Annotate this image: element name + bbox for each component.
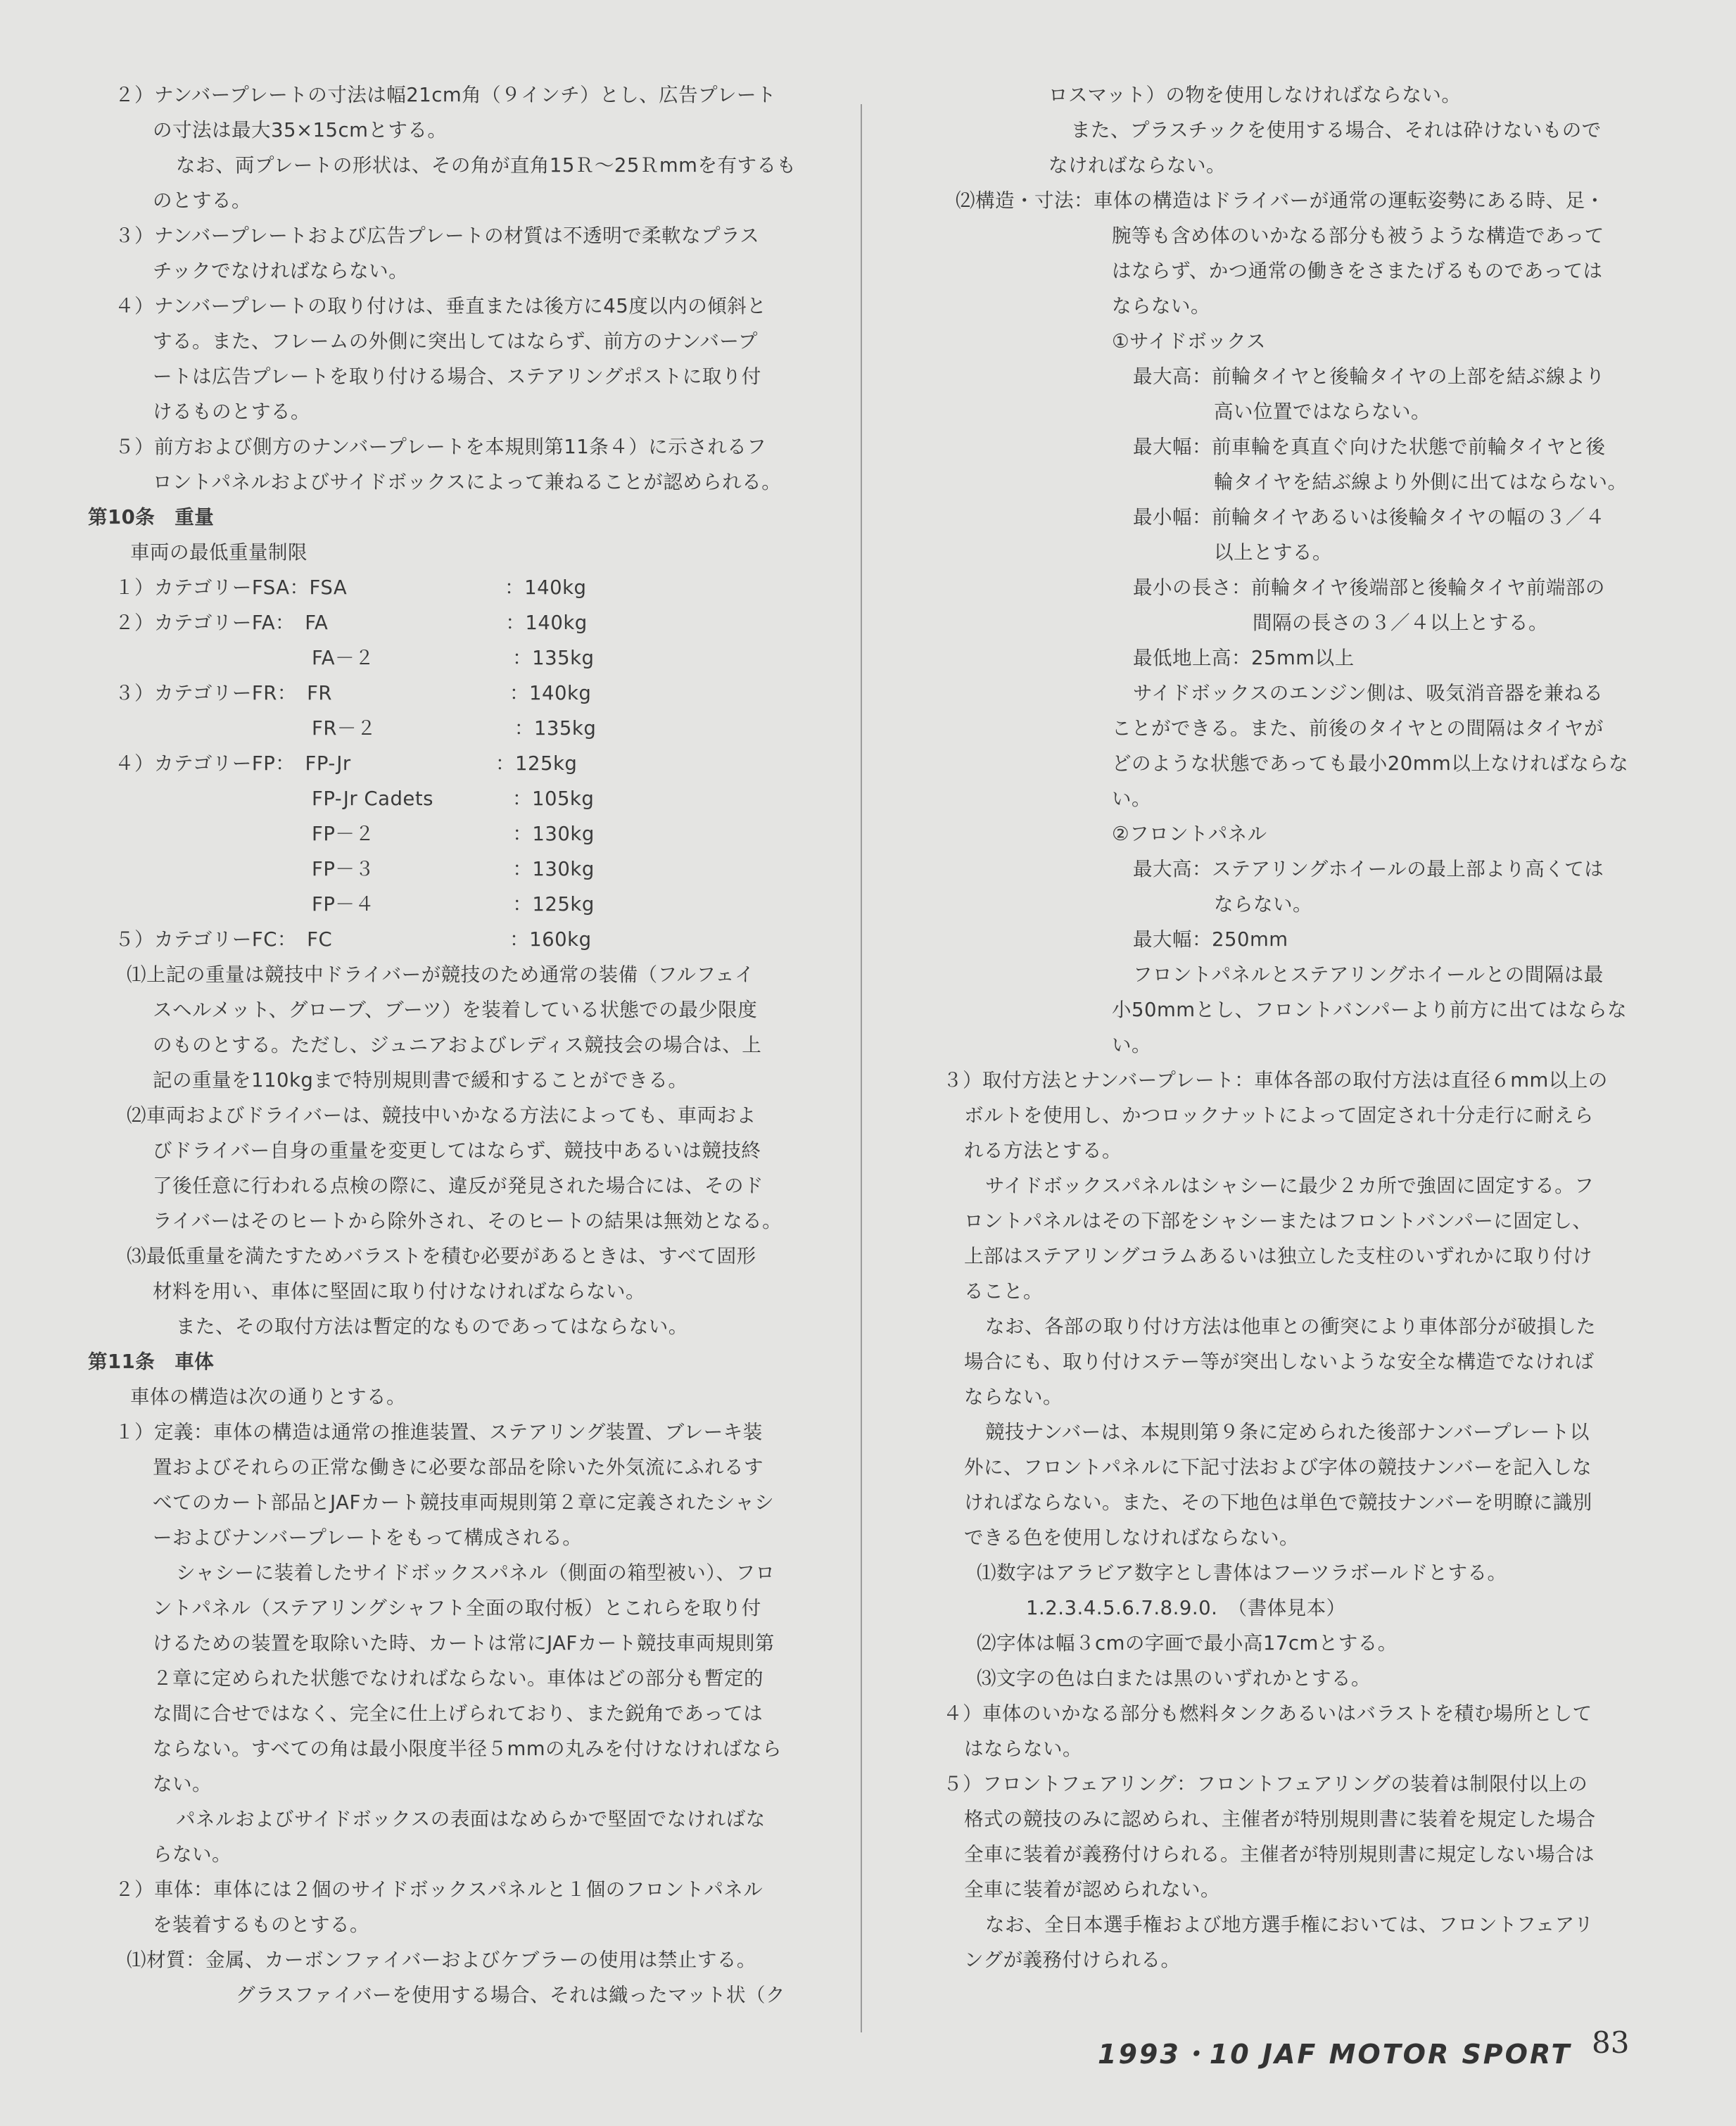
- text-line: らない。: [153, 1843, 232, 1866]
- text-line: ３）取付方法とナンバープレート：車体各部の取付方法は直径６mm以上の: [943, 1069, 1608, 1092]
- text-line: 最大幅：前車輪を真直ぐ向けた状態で前輪タイヤと後: [1133, 436, 1606, 458]
- text-line: ２）ナンバープレートの寸法は幅21cm角（９インチ）とし、広告プレート: [115, 84, 777, 106]
- text-line: ②フロントパネル: [1112, 823, 1267, 845]
- text-line: なお、各部の取り付け方法は他車との衝突により車体部分が破損した: [985, 1315, 1596, 1338]
- text-line: １）定義：車体の構造は通常の推進装置、ステアリング装置、ブレーキ装: [115, 1421, 763, 1443]
- text-line: サイドボックスのエンジン側は、吸気消音器を兼ねる: [1133, 682, 1604, 704]
- text-line: ⑵車両およびドライバーは、競技中いかなる方法によっても、車両およ: [127, 1104, 756, 1127]
- text-line: フロントパネルとステアリングホイールとの間隔は最: [1133, 963, 1604, 986]
- text-line: 了後任意に行われる点検の際に、違反が発見された場合には、そのド: [153, 1175, 764, 1197]
- text-line: 最大高：前輪タイヤと後輪タイヤの上部を結ぶ線より: [1133, 365, 1605, 388]
- text-line: ２章に定められた状態でなければならない。車体はどの部分も暫定的: [153, 1667, 764, 1690]
- text-line: 記の重量を110kgまで特別規則書で緩和することができる。: [153, 1069, 688, 1092]
- text-line: ⑴上記の重量は競技中ドライバーが競技のため通常の装備（フルフェイ: [127, 963, 755, 986]
- text-line: FP－３ ：130kg: [115, 858, 595, 880]
- article-heading: 第11条 車体: [88, 1350, 215, 1373]
- text-line: びドライバー自身の重量を変更してはならず、競技中あるいは競技終: [153, 1139, 761, 1162]
- text-line: 格式の競技のみに認められ、主催者が特別規則書に装着を規定した場合: [964, 1808, 1596, 1830]
- text-line: ートは広告プレートを取り付ける場合、ステアリングポストに取り付: [153, 365, 761, 388]
- text-line: パネルおよびサイドボックスの表面はなめらかで堅固でなければな: [176, 1808, 766, 1830]
- text-line: 場合にも、取り付けステー等が突出しないような安全な構造でなければ: [964, 1350, 1595, 1373]
- text-line: １）カテゴリーFSA：FSA ：140kg: [115, 576, 587, 599]
- text-line: ５）フロントフェアリング：フロントフェアリングの装着は制限付以上の: [943, 1773, 1588, 1795]
- text-line: 車両の最低重量制限: [130, 541, 308, 564]
- text-line: な間に合せではなく、完全に仕上げられており、また鋭角であっては: [153, 1702, 764, 1725]
- text-line: ならない。: [964, 1386, 1063, 1408]
- text-line: ければならない。また、その下地色は単色で競技ナンバーを明瞭に識別: [964, 1491, 1592, 1514]
- text-line: けるものとする。: [153, 400, 310, 423]
- text-line: ボルトを使用し、かつロックナットによって固定され十分走行に耐えら: [964, 1104, 1594, 1127]
- text-line: ことができる。また、前後のタイヤとの間隔はタイヤが: [1112, 717, 1604, 740]
- text-line: FP－４ ：125kg: [115, 893, 595, 916]
- text-line: できる色を使用しなければならない。: [964, 1526, 1299, 1549]
- text-line: ること。: [964, 1280, 1043, 1303]
- text-line: ロスマット）の物を使用しなければならない。: [1048, 84, 1462, 106]
- text-line: ⑶文字の色は白または黒のいずれかとする。: [977, 1667, 1371, 1690]
- text-line: ３）カテゴリーFR： FR ：140kg: [115, 682, 592, 704]
- text-line: 1.2.3.4.5.6.7.8.9.0. （書体見本）: [1026, 1597, 1346, 1619]
- text-line: 最小の長さ：前輪タイヤ後端部と後輪タイヤ前端部の: [1133, 576, 1605, 599]
- text-line: FA－２ ：135kg: [115, 647, 595, 669]
- text-line: FR－２ ：135kg: [115, 717, 597, 740]
- text-line: ライバーはそのヒートから除外され、そのヒートの結果は無効となる。: [153, 1210, 783, 1232]
- text-line: また、プラスチックを使用する場合、それは砕けないもので: [1071, 119, 1602, 141]
- text-line: スヘルメット、グローブ、ブーツ）を装着している状態での最少限度: [153, 999, 758, 1021]
- text-line: のとする。: [153, 189, 251, 212]
- text-line: 上部はステアリングコラムあるいは独立した支柱のいずれかに取り付け: [964, 1245, 1592, 1267]
- text-line: ない。: [153, 1773, 212, 1795]
- text-line: べてのカート部品とJAFカート競技車両規則第２章に定義されたシャシ: [153, 1491, 775, 1514]
- text-line: 競技ナンバーは、本規則第９条に定められた後部ナンバープレート以: [985, 1421, 1590, 1443]
- text-line: また、その取付方法は暫定的なものであってはならない。: [176, 1315, 688, 1338]
- text-line: ３）ナンバープレートおよび広告プレートの材質は不透明で柔軟なプラス: [115, 224, 760, 247]
- text-line: なければならない。: [1048, 154, 1226, 177]
- text-line: けるための装置を取除いた時、カートは常にJAFカート競技車両規則第: [153, 1632, 775, 1654]
- text-line: 置およびそれらの正常な働きに必要な部品を除いた外気流にふれるす: [153, 1456, 764, 1479]
- text-line: 全車に装着が認められない。: [964, 1878, 1220, 1901]
- text-line: ⑴材質：金属、カーボンファイバーおよびケブラーの使用は禁止する。: [127, 1949, 756, 1971]
- text-line: ならない。: [1112, 295, 1210, 317]
- text-line: れる方法とする。: [964, 1139, 1122, 1162]
- text-line: 最低地上高：25mm以上: [1133, 647, 1355, 669]
- text-line: はならない。: [964, 1738, 1082, 1760]
- text-line: なお、両プレートの形状は、その角が直角15Ｒ～25Ｒmmを有するも: [176, 154, 797, 177]
- text-line: ①サイドボックス: [1112, 330, 1266, 353]
- text-line: ならない。: [1214, 893, 1312, 916]
- text-line: ２）カテゴリーFA： FA ：140kg: [115, 612, 588, 634]
- text-line: ４）車体のいかなる部分も燃料タンクあるいはバラストを積む場所として: [943, 1702, 1592, 1725]
- text-line: のものとする。ただし、ジュニアおよびレディス競技会の場合は、上: [153, 1034, 762, 1056]
- text-line: ４）ナンバープレートの取り付けは、垂直または後方に45度以内の傾斜と: [115, 295, 767, 317]
- text-line: する。また、フレームの外側に突出してはならず、前方のナンバープ: [153, 330, 759, 353]
- text-line: なお、全日本選手権および地方選手権においては、フロントフェアリ: [985, 1913, 1594, 1936]
- text-line: ⑵字体は幅３cmの字画で最小高17cmとする。: [977, 1632, 1398, 1654]
- text-line: 高い位置ではならない。: [1214, 400, 1431, 423]
- text-line: ５）前方および側方のナンバープレートを本規則第11条４）に示されるフ: [115, 436, 767, 458]
- text-line: ントパネル（ステアリングシャフト全面の取付板）とこれらを取り付: [153, 1597, 761, 1619]
- magazine-footer: 1993・10 JAF MOTOR SPORT: [1098, 2039, 1572, 2070]
- text-line: い。: [1112, 787, 1151, 810]
- text-line: 間隔の長さの３／４以上とする。: [1253, 612, 1548, 634]
- article-heading: 第10条 重量: [88, 506, 215, 529]
- text-line: ⑴数字はアラビア数字とし書体はフーツラボールドとする。: [977, 1562, 1507, 1584]
- text-line: ⑶最低重量を満たすためバラストを積む必要があるときは、すべて固形: [127, 1245, 756, 1267]
- text-line: ４）カテゴリーFP： FP-Jr ：125kg: [115, 752, 578, 775]
- text-line: 最小幅：前輪タイヤあるいは後輪タイヤの幅の３／４: [1133, 506, 1605, 529]
- text-line: FP－２ ：130kg: [115, 823, 595, 845]
- text-line: 腕等も含め体のいかなる部分も被うような構造であって: [1112, 224, 1604, 247]
- text-line: を装着するものとする。: [153, 1913, 369, 1936]
- text-line: シャシーに装着したサイドボックスパネル（側面の箱型被い）、フロ: [176, 1562, 775, 1584]
- text-line: 最大幅：250mm: [1133, 928, 1288, 951]
- text-line: 小50mmとし、フロントバンパーより前方に出てはならな: [1112, 999, 1628, 1021]
- text-line: 最大高：ステアリングホイールの最上部より高くては: [1133, 858, 1604, 880]
- text-line: チックでなければならない。: [153, 260, 409, 282]
- text-line: 全車に装着が義務付けられる。主催者が特別規則書に規定しない場合は: [964, 1843, 1595, 1866]
- text-line: ５）カテゴリーFC： FC ：160kg: [115, 928, 592, 951]
- text-line: ⑵構造・寸法：車体の構造はドライバーが通常の運転姿勢にある時、足・: [956, 189, 1605, 212]
- text-line: 輪タイヤを結ぶ線より外側に出てはならない。: [1214, 471, 1628, 493]
- text-line: ングが義務付けられる。: [964, 1949, 1181, 1971]
- text-line: サイドボックスパネルはシャシーに最少２カ所で強固に固定する。フ: [985, 1175, 1595, 1197]
- text-line: 以上とする。: [1214, 541, 1332, 564]
- text-line: 材料を用い、車体に堅固に取り付けなければならない。: [153, 1280, 645, 1303]
- text-line: ロントパネルはその下部をシャシーまたはフロントバンパーに固定し、: [964, 1210, 1592, 1232]
- text-line: FP-Jr Cadets ：105kg: [115, 787, 595, 810]
- page-number: 83: [1592, 2025, 1630, 2060]
- text-line: ーおよびナンバープレートをもって構成される。: [153, 1526, 583, 1549]
- text-line: どのような状態であっても最小20mm以上なければならな: [1112, 752, 1629, 775]
- text-line: グラスファイバーを使用する場合、それは織ったマット状（ク: [236, 1984, 785, 2006]
- text-line: い。: [1112, 1034, 1151, 1056]
- text-line: ロントパネルおよびサイドボックスによって兼ねることが認められる。: [153, 471, 782, 493]
- text-line: 車体の構造は次の通りとする。: [130, 1386, 406, 1408]
- text-line: の寸法は最大35×15cmとする。: [153, 119, 448, 141]
- text-line: ならない。すべての角は最小限度半径５mmの丸みを付けなければなら: [153, 1738, 783, 1760]
- text-line: 外に、フロントパネルに下記寸法および字体の競技ナンバーを記入しな: [964, 1456, 1592, 1479]
- column-divider: [861, 104, 862, 2032]
- text-line: はならず、かつ通常の働きをさまたげるものであっては: [1112, 260, 1603, 282]
- text-line: ２）車体：車体には２個のサイドボックスパネルと１個のフロントパネル: [115, 1878, 764, 1901]
